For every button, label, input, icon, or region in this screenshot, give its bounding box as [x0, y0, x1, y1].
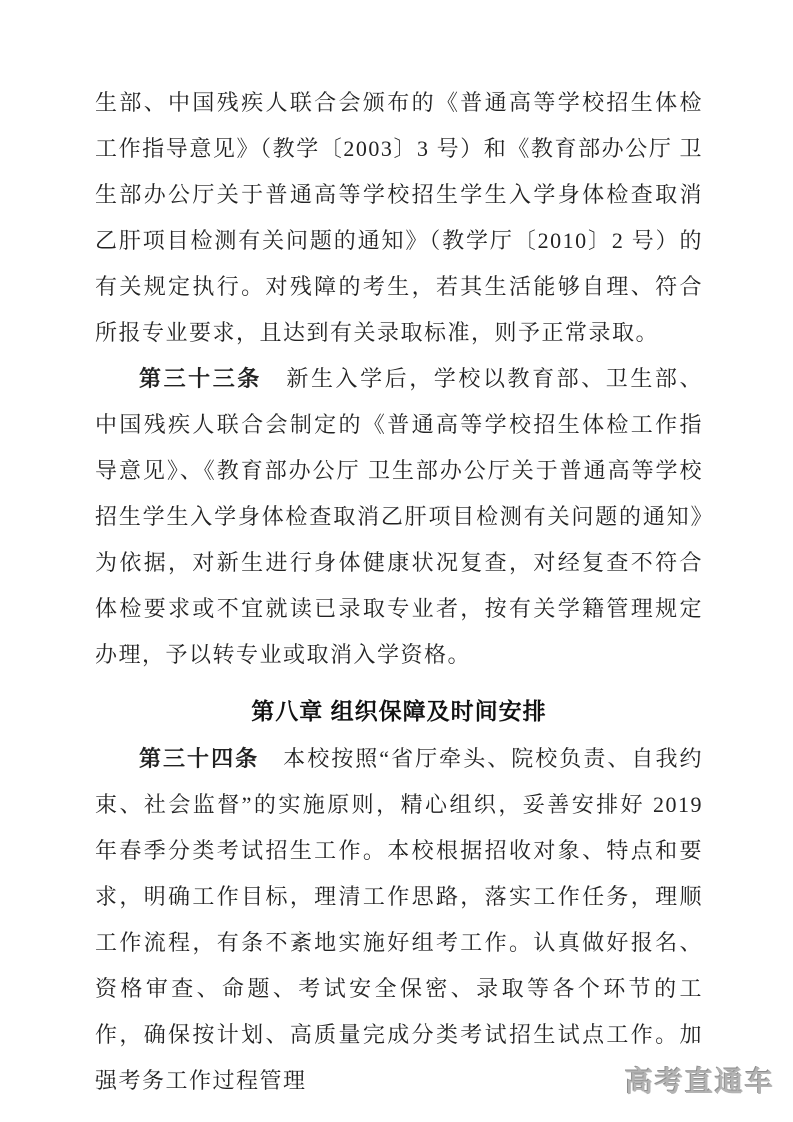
paragraph-continuation: 生部、中国残疾人联合会颁布的《普通高等学校招生体检工作指导意见》（教学〔2003〕3 号）和《教育部办公厅 卫生部办公厅关于普通高等学校招生学生入学身体检查取消乙肝项目检测有关问题的通知》（教学厅〔2010〕2 号）的有关规定执行。对残障的考生，若其生活能够自理、符合所报专业要求，且达到有关录取标准，则予正常录取。 — [95, 90, 703, 345]
article-33-text: 新生入学后，学校以教育部、卫生部、中国残疾人联合会制定的《普通高等学校招生体检工作指导意见》、《教育部办公厅 卫生部办公厅关于普通高等学校招生学生入学身体检查取消乙肝项目检测有关问题的通知》为依据，对新生进行身体健康状况复查，对经复查不符合体检要求或不宜就读已录取专业者，按有关学籍管理规定办理，予以转专业或取消入学资格。 — [95, 366, 703, 667]
paragraph-article-33 — [95, 356, 703, 678]
article-33-number: 第三十三条 — [139, 366, 262, 391]
article-34-number: 第三十四条 — [139, 746, 260, 771]
watermark-gaokao-zhitongche: 高考直通车 — [624, 1067, 775, 1098]
chapter-heading: 第八章 组织保障及时间安排 — [251, 698, 547, 724]
article-34-text: 本校按照“省厅牵头、院校负责、自我约束、社会监督”的实施原则，精心组织，妥善安排好 2019 年春季分类考试招生工作。本校根据招收对象、特点和要求，明确工作目标，理清工作思路，落实工作任务，理顺工作流程，有条不紊地实施好组考工作。认真做好报名、资格审查、命题、考试安全保密、录取等各个环节的工作，确保按计划、高质量完成分类考试招生试点工作。加强考务工作过程管理 — [95, 746, 703, 1093]
paragraph-article-34 — [95, 736, 703, 1104]
document-body — [95, 80, 703, 1104]
